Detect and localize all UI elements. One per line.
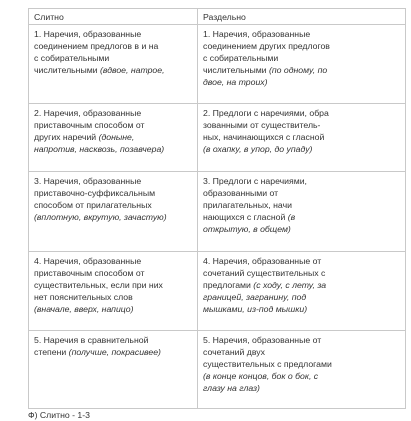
table-header-row xyxy=(29,9,406,25)
rule-separately-cell xyxy=(198,252,406,331)
rule-together-cell xyxy=(29,172,198,252)
rule-text: 4. Наречия, образованные от сочетаний существительных с предлогами xyxy=(203,256,326,291)
header-separately: Раздельно xyxy=(198,9,406,25)
rule-examples: (вначале, вверх, напицо) xyxy=(34,304,134,315)
rule-together-cell xyxy=(29,25,198,104)
table-row xyxy=(29,104,406,172)
rule-text: 1. Наречия, образованные соединением других предлогов с собирательными числительными xyxy=(203,29,330,76)
rule-together-cell xyxy=(29,252,198,331)
rule-separately-cell xyxy=(198,25,406,104)
rule-separately-cell xyxy=(198,331,406,409)
rule-text: 5. Наречия в сравнительной степени xyxy=(34,335,149,358)
rule-examples: (в конце концов, бок о бок, с глазу на глаз) xyxy=(203,371,319,394)
rule-text: 2. Предлоги с наречиями, обра зованными от существитель- ных, начинающихся с гласной xyxy=(203,108,329,143)
rule-separately-cell xyxy=(198,104,406,172)
header-together: Слитно xyxy=(29,9,198,25)
rule-examples: (доныне, напротив, насквозь, позавчера) xyxy=(34,132,165,155)
table-row xyxy=(29,331,406,409)
rule-examples: (в открытую, в общем) xyxy=(203,212,296,235)
rule-together-cell xyxy=(29,331,198,409)
rule-separately-cell xyxy=(198,172,406,252)
rule-text: 2. Наречия, образованные приставочным способом от других наречий xyxy=(34,108,145,143)
table-row xyxy=(29,25,406,104)
footer-note: Ф) Слитно - 1-3 xyxy=(28,410,90,420)
rule-examples: (вплотную, вкрутую, зачастую) xyxy=(34,212,167,223)
spelling-rules-table xyxy=(28,8,406,409)
rule-examples: (с ходу, с лету, за границей, загранину, под мышками, из-под мышки) xyxy=(203,280,327,315)
rule-text: 1. Наречия, образованные соединением предлогов в и на с собирательными числительными xyxy=(34,29,159,76)
rule-examples: (получше, покрасивее) xyxy=(68,347,161,358)
rule-text: 3. Наречия, образованные приставочно-суффиксальным способом от прилагательных xyxy=(34,176,156,211)
table-row xyxy=(29,252,406,331)
rule-together-cell xyxy=(29,104,198,172)
table-row xyxy=(29,172,406,252)
rule-text: 3. Предлоги с наречиями, образованными от прилагательных, начи нающихся с гласной xyxy=(203,176,307,223)
rule-text: 5. Наречия, образованные от сочетаний двух существительных с предлогами xyxy=(203,335,332,370)
rule-text: 4. Наречия, образованные приставочным способом от существительных, если при них нет пояснительных слов xyxy=(34,256,163,303)
rule-examples: (вдвое, натрое, xyxy=(99,65,165,76)
rule-examples: (по одному, по двое, на троих) xyxy=(203,65,328,88)
rule-examples: (в охапку, в упор, до упаду) xyxy=(203,144,313,155)
